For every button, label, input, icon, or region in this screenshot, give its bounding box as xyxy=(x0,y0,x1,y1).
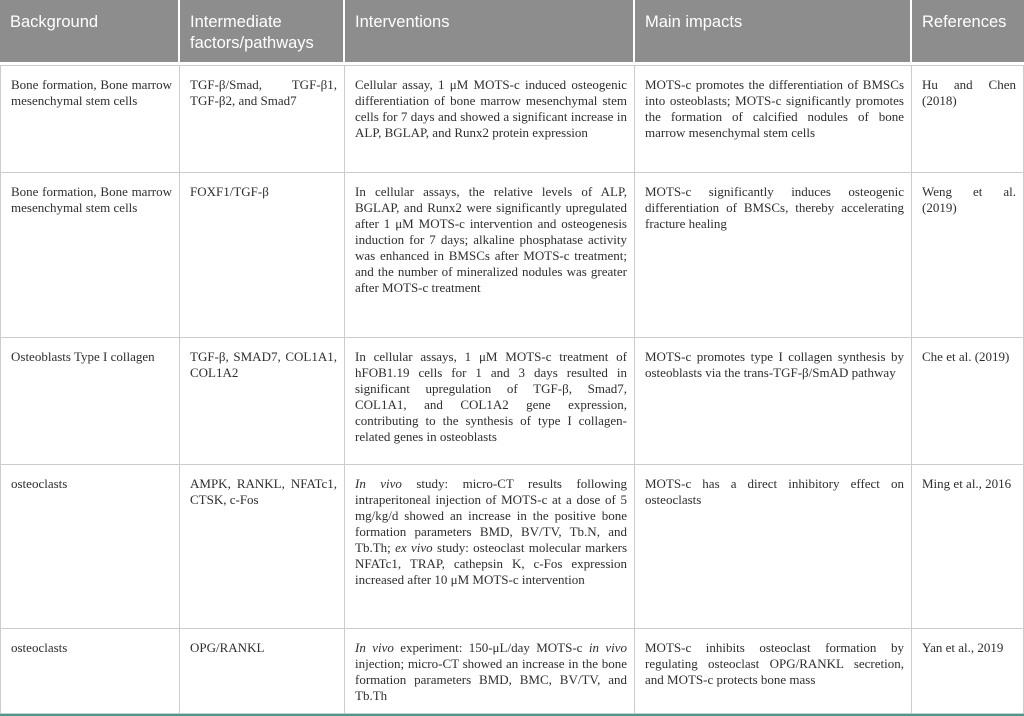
cell-interventions: In cellular assays, the relative levels of ALP, BGLAP, and Runx2 were significantly upregulated after 1 μM MOTS-c intervention and osteogenesis induction for 7 days; alkaline phosphatase activity was enhanced in BMSCs after MOTS-c treatment; and the number of mineralized nodules was greater after MOTS-c treatment xyxy=(345,173,635,338)
cell-interventions: In cellular assays, 1 μM MOTS-c treatment of hFOB1.19 cells for 1 and 3 days resulted in significant upregulation of TGF-β, Smad7, COL1A1, and COL1A2 gene expression, contributing to the synthesis of type I collagen-related genes in osteoblasts xyxy=(345,338,635,465)
table-body xyxy=(0,65,1024,714)
cell-impacts: MOTS-c has a direct inhibitory effect on osteoclasts xyxy=(635,465,912,629)
column-header-interventions: Interventions xyxy=(345,0,635,65)
table-row xyxy=(0,173,1024,338)
cell-reference: Hu and Chen (2018) xyxy=(912,65,1024,173)
table-row xyxy=(0,338,1024,465)
header-row xyxy=(0,0,1024,65)
cell-background: Bone formation, Bone marrow mesenchymal stem cells xyxy=(0,65,180,173)
cell-background: Osteoblasts Type I collagen xyxy=(0,338,180,465)
cell-impacts: MOTS-c significantly induces osteogenic differentiation of BMSCs, thereby accelerating fracture healing xyxy=(635,173,912,338)
column-header-intermediate-factors: Intermediate factors/pathways xyxy=(180,0,345,65)
cell-background: osteoclasts xyxy=(0,465,180,629)
table-row xyxy=(0,629,1024,714)
table-header xyxy=(0,0,1024,65)
cell-reference: Che et al. (2019) xyxy=(912,338,1024,465)
cell-reference: Weng et al. (2019) xyxy=(912,173,1024,338)
cell-background: Bone formation, Bone marrow mesenchymal stem cells xyxy=(0,173,180,338)
cell-impacts: MOTS-c inhibits osteoclast formation by regulating osteoclast OPG/RANKL secretion, and MOTS-c protects bone mass xyxy=(635,629,912,714)
cell-factors: OPG/RANKL xyxy=(180,629,345,714)
cell-interventions: In vivo study: micro-CT results following intraperitoneal injection of MOTS-c at a dose of 5 mg/kg/d showed an increase in the positive bone formation parameters BMD, BV/TV, Tb.N, and Tb.Th; ex vivo study: osteoclast molecular markers NFATc1, TRAP, cathepsin K, c-Fos expression increased after 10 μM MOTS-c intervention xyxy=(345,465,635,629)
cell-impacts: MOTS-c promotes type I collagen synthesis by osteoblasts via the trans-TGF-β/SmAD pathway xyxy=(635,338,912,465)
cell-reference: Ming et al., 2016 xyxy=(912,465,1024,629)
cell-interventions: Cellular assay, 1 μM MOTS-c induced osteogenic differentiation of bone marrow mesenchymal stem cells for 7 days and showed a significant increase in ALP, BGLAP, and Runx2 protein expression xyxy=(345,65,635,173)
cell-interventions: In vivo experiment: 150-μL/day MOTS-c in vivo injection; micro-CT showed an increase in the bone formation parameters BMD, BMC, BV/TV, and Tb.Th xyxy=(345,629,635,714)
cell-factors: AMPK, RANKL, NFATc1, CTSK, c-Fos xyxy=(180,465,345,629)
cell-factors: TGF-β/Smad, TGF-β1, TGF-β2, and Smad7 xyxy=(180,65,345,173)
table-row xyxy=(0,65,1024,173)
column-header-main-impacts: Main impacts xyxy=(635,0,912,65)
cell-background: osteoclasts xyxy=(0,629,180,714)
cell-factors: FOXF1/TGF-β xyxy=(180,173,345,338)
cell-impacts: MOTS-c promotes the differentiation of BMSCs into osteoblasts; MOTS-c significantly promotes the formation of calcified nodules of bone marrow mesenchymal stem cells xyxy=(635,65,912,173)
cell-factors: TGF-β, SMAD7, COL1A1, COL1A2 xyxy=(180,338,345,465)
column-header-background: Background xyxy=(0,0,180,65)
cell-reference: Yan et al., 2019 xyxy=(912,629,1024,714)
table-row xyxy=(0,465,1024,629)
column-header-references: References xyxy=(912,0,1024,65)
